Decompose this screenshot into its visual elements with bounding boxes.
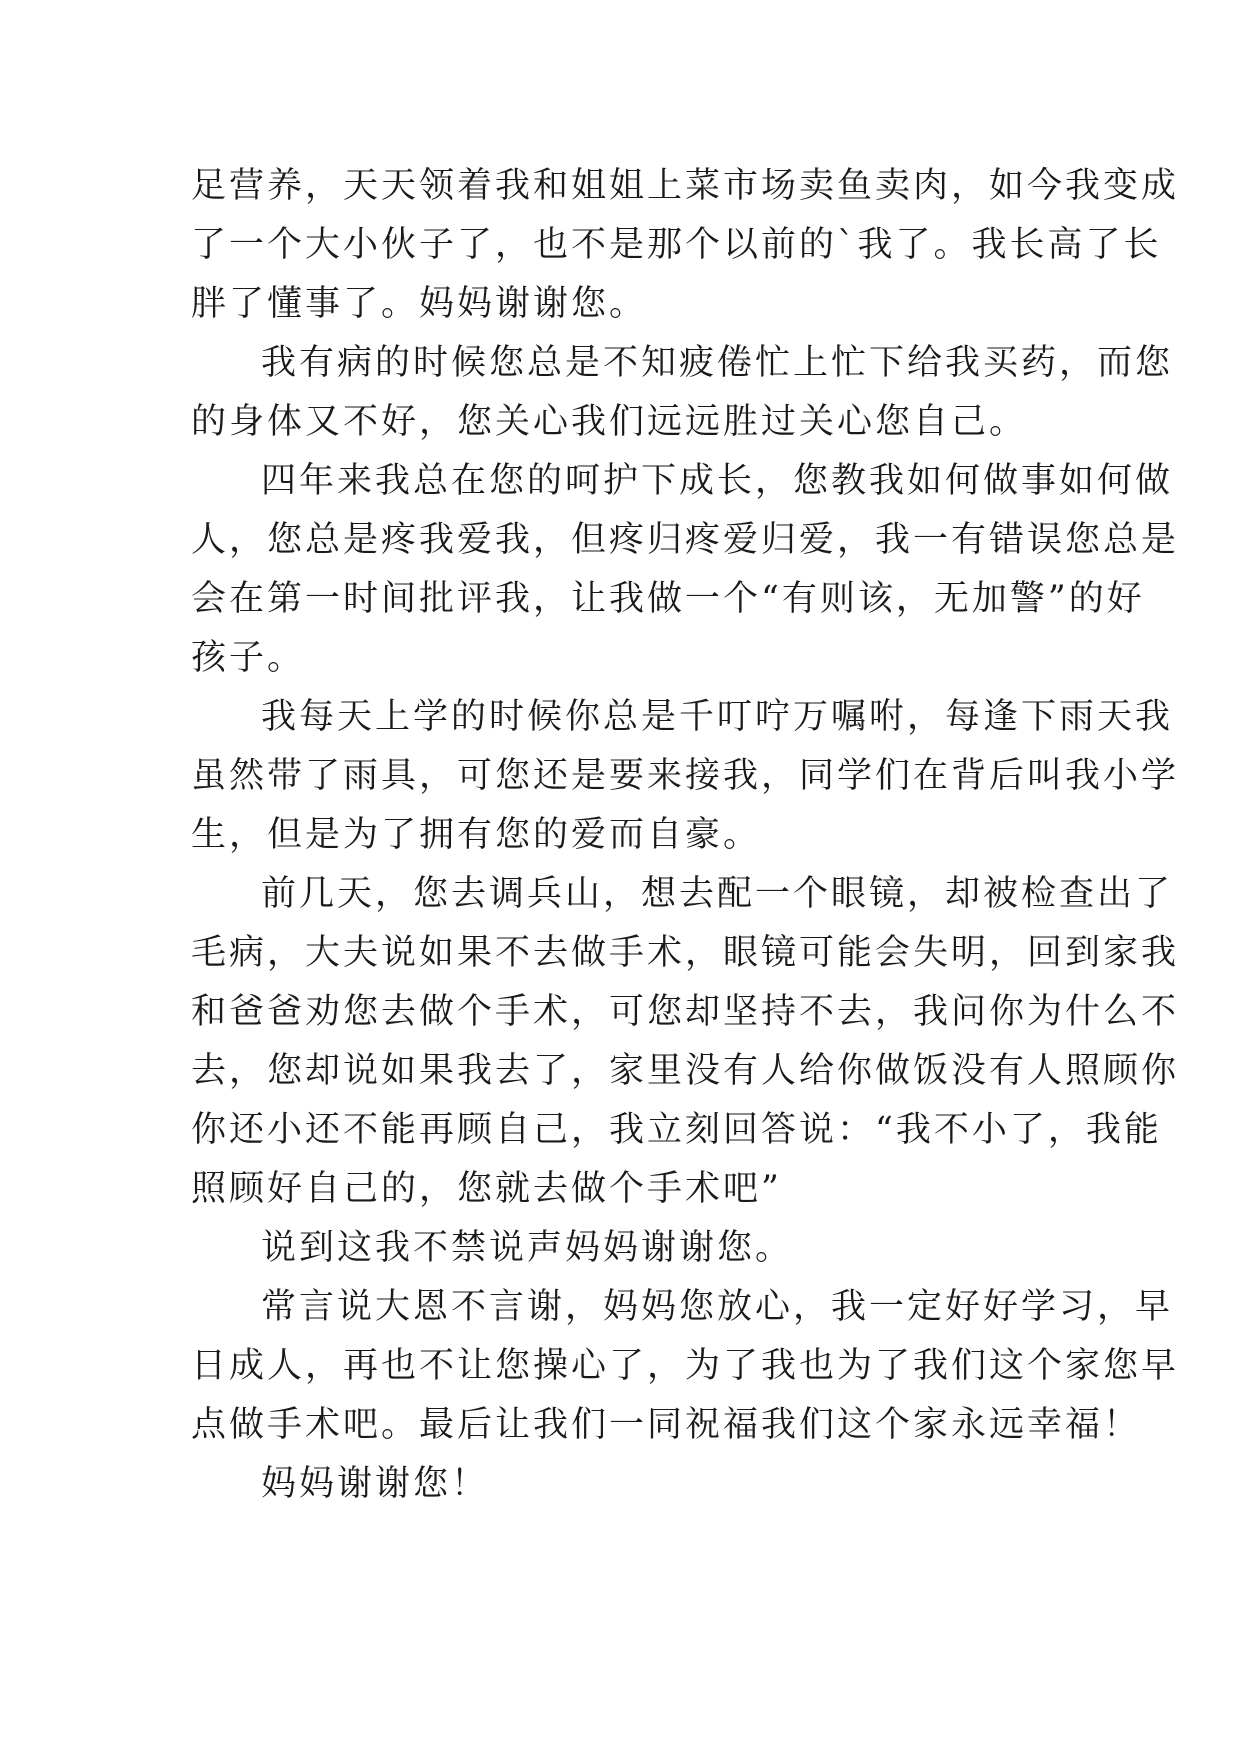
text-line: 去，您却说如果我去了，家里没有人给你做饭没有人照顾你 — [191, 1051, 1180, 1091]
text-line: 毛病，大夫说如果不去做手术，眼镜可能会失明，回到家我 — [191, 933, 1180, 973]
text-line: 了一个大小伙子了，也不是那个以前的`我了。我长高了长 — [191, 225, 1162, 265]
paragraph-7 — [191, 1278, 1180, 1455]
text-line: 照顾好自己的，您就去做个手术吧” — [191, 1169, 782, 1209]
text-line: 会在第一时间批评我，让我做一个“有则该，无加警”的好 — [191, 579, 1145, 619]
text-line: 我有病的时候您总是不知疲倦忙上忙下给我买药，而您 — [261, 343, 1174, 383]
text-line: 你还小还不能再顾自己，我立刻回答说：“我不小了，我能 — [191, 1110, 1162, 1150]
text-line: 前几天，您去调兵山，想去配一个眼镜，却被检查出了 — [261, 874, 1174, 914]
paragraph-4 — [191, 688, 1180, 865]
text-line: 和爸爸劝您去做个手术，可您却坚持不去，我问你为什么不 — [191, 992, 1180, 1032]
text-line: 生，但是为了拥有您的爱而自豪。 — [191, 815, 762, 855]
text-line: 的身体又不好，您关心我们远远胜过关心您自己。 — [191, 402, 1028, 442]
text-line: 妈妈谢谢您！ — [261, 1464, 490, 1504]
paragraph-1 — [191, 157, 1180, 334]
text-line: 孩子。 — [191, 638, 306, 678]
text-line: 我每天上学的时候你总是千叮咛万嘱咐，每逢下雨天我 — [261, 697, 1174, 737]
text-line: 常言说大恩不言谢，妈妈您放心，我一定好好学习，早 — [261, 1287, 1174, 1327]
text-line: 胖了懂事了。妈妈谢谢您。 — [191, 284, 648, 324]
paragraph-2 — [191, 334, 1174, 452]
text-line: 点做手术吧。最后让我们一同祝福我们这个家永远幸福！ — [191, 1405, 1142, 1445]
text-line: 说到这我不禁说声妈妈谢谢您。 — [261, 1228, 794, 1268]
paragraph-6 — [191, 1219, 1053, 1278]
text-line: 足营养，天天领着我和姐姐上菜市场卖鱼卖肉，如今我变成 — [191, 166, 1180, 206]
paragraph-3 — [191, 452, 1180, 688]
text-line: 人，您总是疼我爱我，但疼归疼爱归爱，我一有错误您总是 — [191, 520, 1180, 560]
paragraph-8 — [191, 1455, 1053, 1514]
text-line: 虽然带了雨具，可您还是要来接我，同学们在背后叫我小学 — [191, 756, 1180, 796]
text-line: 四年来我总在您的呵护下成长，您教我如何做事如何做 — [261, 461, 1174, 501]
document-body — [191, 157, 1180, 1514]
text-line: 日成人，再也不让您操心了，为了我也为了我们这个家您早 — [191, 1346, 1180, 1386]
paragraph-5 — [191, 865, 1180, 1219]
